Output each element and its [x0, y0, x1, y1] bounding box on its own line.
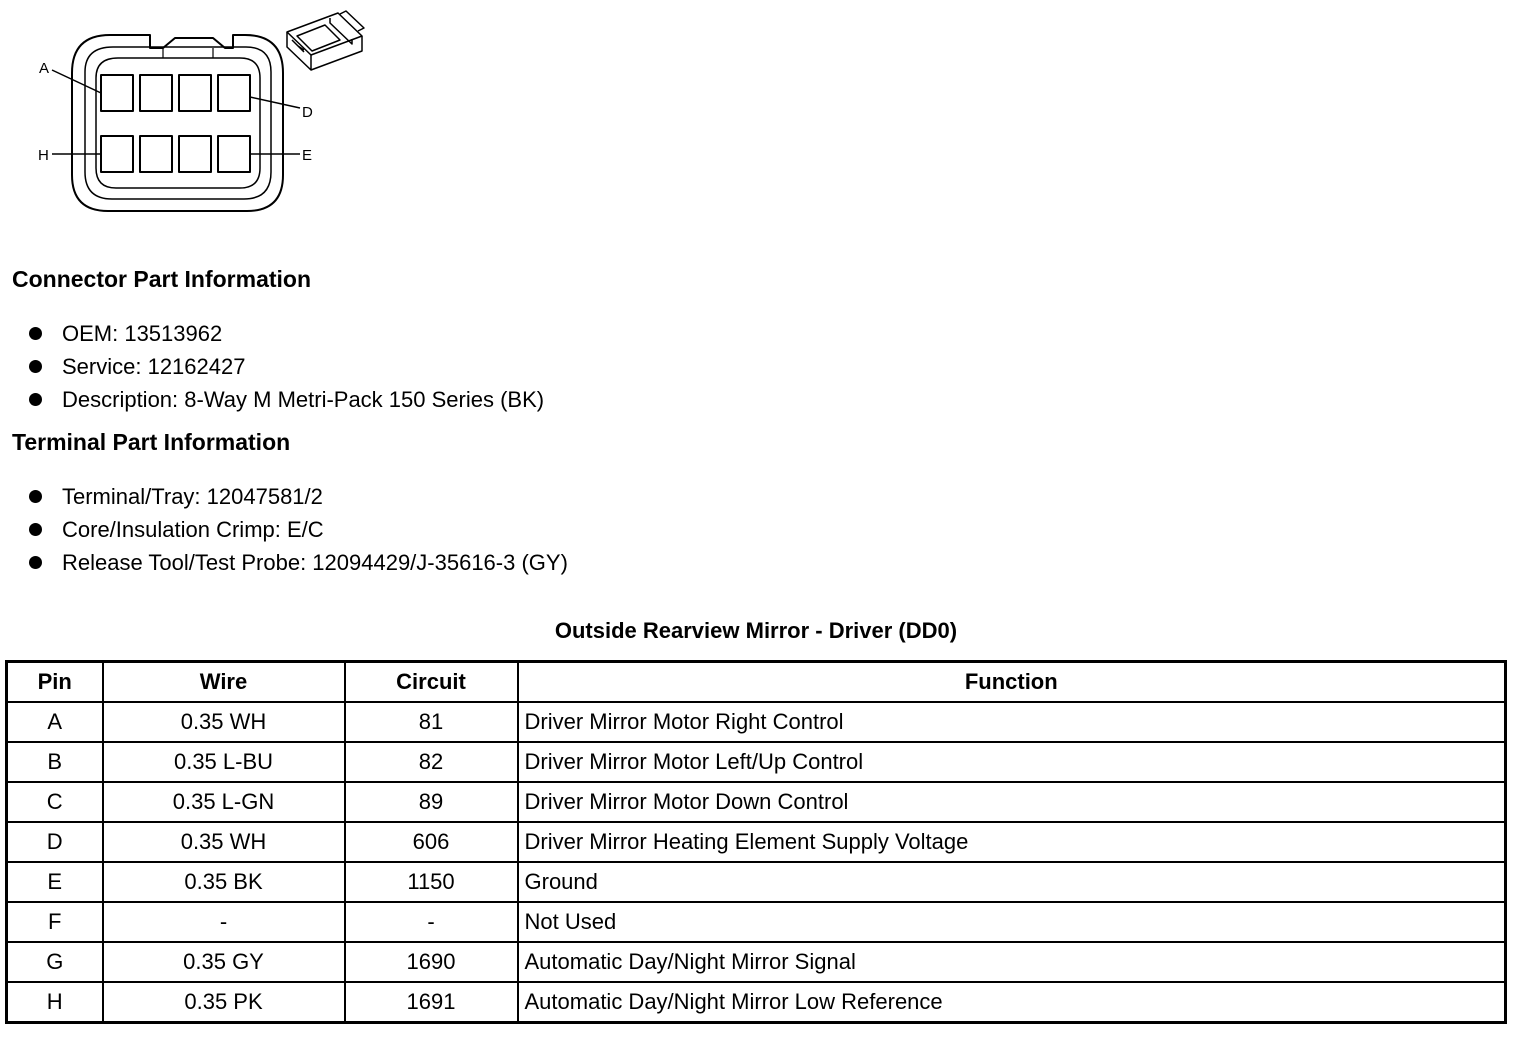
list-item-text: Core/Insulation Crimp: E/C: [62, 517, 324, 542]
connector-part-information-list: [28, 317, 544, 416]
cell-pin: C: [7, 782, 103, 822]
cell-pin: H: [7, 982, 103, 1023]
cell-function: Not Used: [518, 902, 1506, 942]
table-row: [7, 902, 1506, 942]
cell-wire: 0.35 BK: [103, 862, 345, 902]
cell-pin: D: [7, 822, 103, 862]
table-row: [7, 862, 1506, 902]
label-h: H: [38, 147, 49, 164]
cell-function: Driver Mirror Heating Element Supply Voltage: [518, 822, 1506, 862]
list-item: [28, 350, 544, 383]
list-item-text: Terminal/Tray: 12047581/2: [62, 484, 323, 509]
cell-circuit: -: [345, 902, 518, 942]
cell-wire: 0.35 PK: [103, 982, 345, 1023]
label-e: E: [302, 147, 313, 164]
cell-circuit: 82: [345, 742, 518, 782]
bullet-icon: [29, 360, 42, 373]
table-row: [7, 742, 1506, 782]
bullet-icon: [29, 490, 42, 503]
cell-circuit: 81: [345, 702, 518, 742]
bullet-icon: [29, 393, 42, 406]
pinout-table: [5, 660, 1507, 1024]
table-row: [7, 942, 1506, 982]
list-item: [28, 546, 568, 579]
cell-pin: A: [7, 702, 103, 742]
cell-wire: 0.35 L-BU: [103, 742, 345, 782]
cell-function: Automatic Day/Night Mirror Low Reference: [518, 982, 1506, 1023]
list-item-text: Release Tool/Test Probe: 12094429/J-35616-3 (GY): [62, 550, 568, 575]
table-header-row: [7, 662, 1506, 703]
table-row: [7, 982, 1506, 1023]
list-item: [28, 317, 544, 350]
cell-function: Driver Mirror Motor Down Control: [518, 782, 1506, 822]
cell-wire: 0.35 WH: [103, 702, 345, 742]
cell-pin: E: [7, 862, 103, 902]
cell-function: Driver Mirror Motor Left/Up Control: [518, 742, 1506, 782]
list-item-text: Description: 8-Way M Metri-Pack 150 Series (BK): [62, 387, 545, 412]
cell-function: Ground: [518, 862, 1506, 902]
label-d: D: [302, 104, 313, 121]
cell-pin: G: [7, 942, 103, 982]
cell-pin: B: [7, 742, 103, 782]
cell-function: Driver Mirror Motor Right Control: [518, 702, 1506, 742]
cell-circuit: 1690: [345, 942, 518, 982]
cell-circuit: 89: [345, 782, 518, 822]
connector-body-icon: [287, 11, 364, 70]
cell-circuit: 606: [345, 822, 518, 862]
cell-wire: 0.35 L-GN: [103, 782, 345, 822]
label-a: A: [39, 60, 50, 77]
connector-face-icon: [52, 35, 300, 211]
column-header-wire: Wire: [103, 662, 345, 703]
table-title: Outside Rearview Mirror - Driver (DD0): [554, 618, 958, 643]
list-item: [28, 480, 568, 513]
terminal-part-information-heading: Terminal Part Information: [12, 429, 291, 455]
connector-diagram: [0, 0, 380, 230]
cell-pin: F: [7, 902, 103, 942]
table-row: [7, 782, 1506, 822]
bullet-icon: [29, 523, 42, 536]
table-row: [7, 702, 1506, 742]
terminal-part-information-list: [28, 480, 568, 579]
table-row: [7, 822, 1506, 862]
cell-function: Automatic Day/Night Mirror Signal: [518, 942, 1506, 982]
list-item: [28, 383, 544, 416]
list-item-text: Service: 12162427: [62, 354, 246, 379]
list-item-text: OEM: 13513962: [62, 321, 223, 346]
bullet-icon: [29, 556, 42, 569]
cell-circuit: 1150: [345, 862, 518, 902]
cell-wire: -: [103, 902, 345, 942]
column-header-circuit: Circuit: [345, 662, 518, 703]
column-header-function: Function: [518, 662, 1506, 703]
cell-wire: 0.35 WH: [103, 822, 345, 862]
column-header-pin: Pin: [7, 662, 103, 703]
cell-circuit: 1691: [345, 982, 518, 1023]
bullet-icon: [29, 327, 42, 340]
list-item: [28, 513, 568, 546]
connector-part-information-heading: Connector Part Information: [12, 266, 312, 292]
cell-wire: 0.35 GY: [103, 942, 345, 982]
